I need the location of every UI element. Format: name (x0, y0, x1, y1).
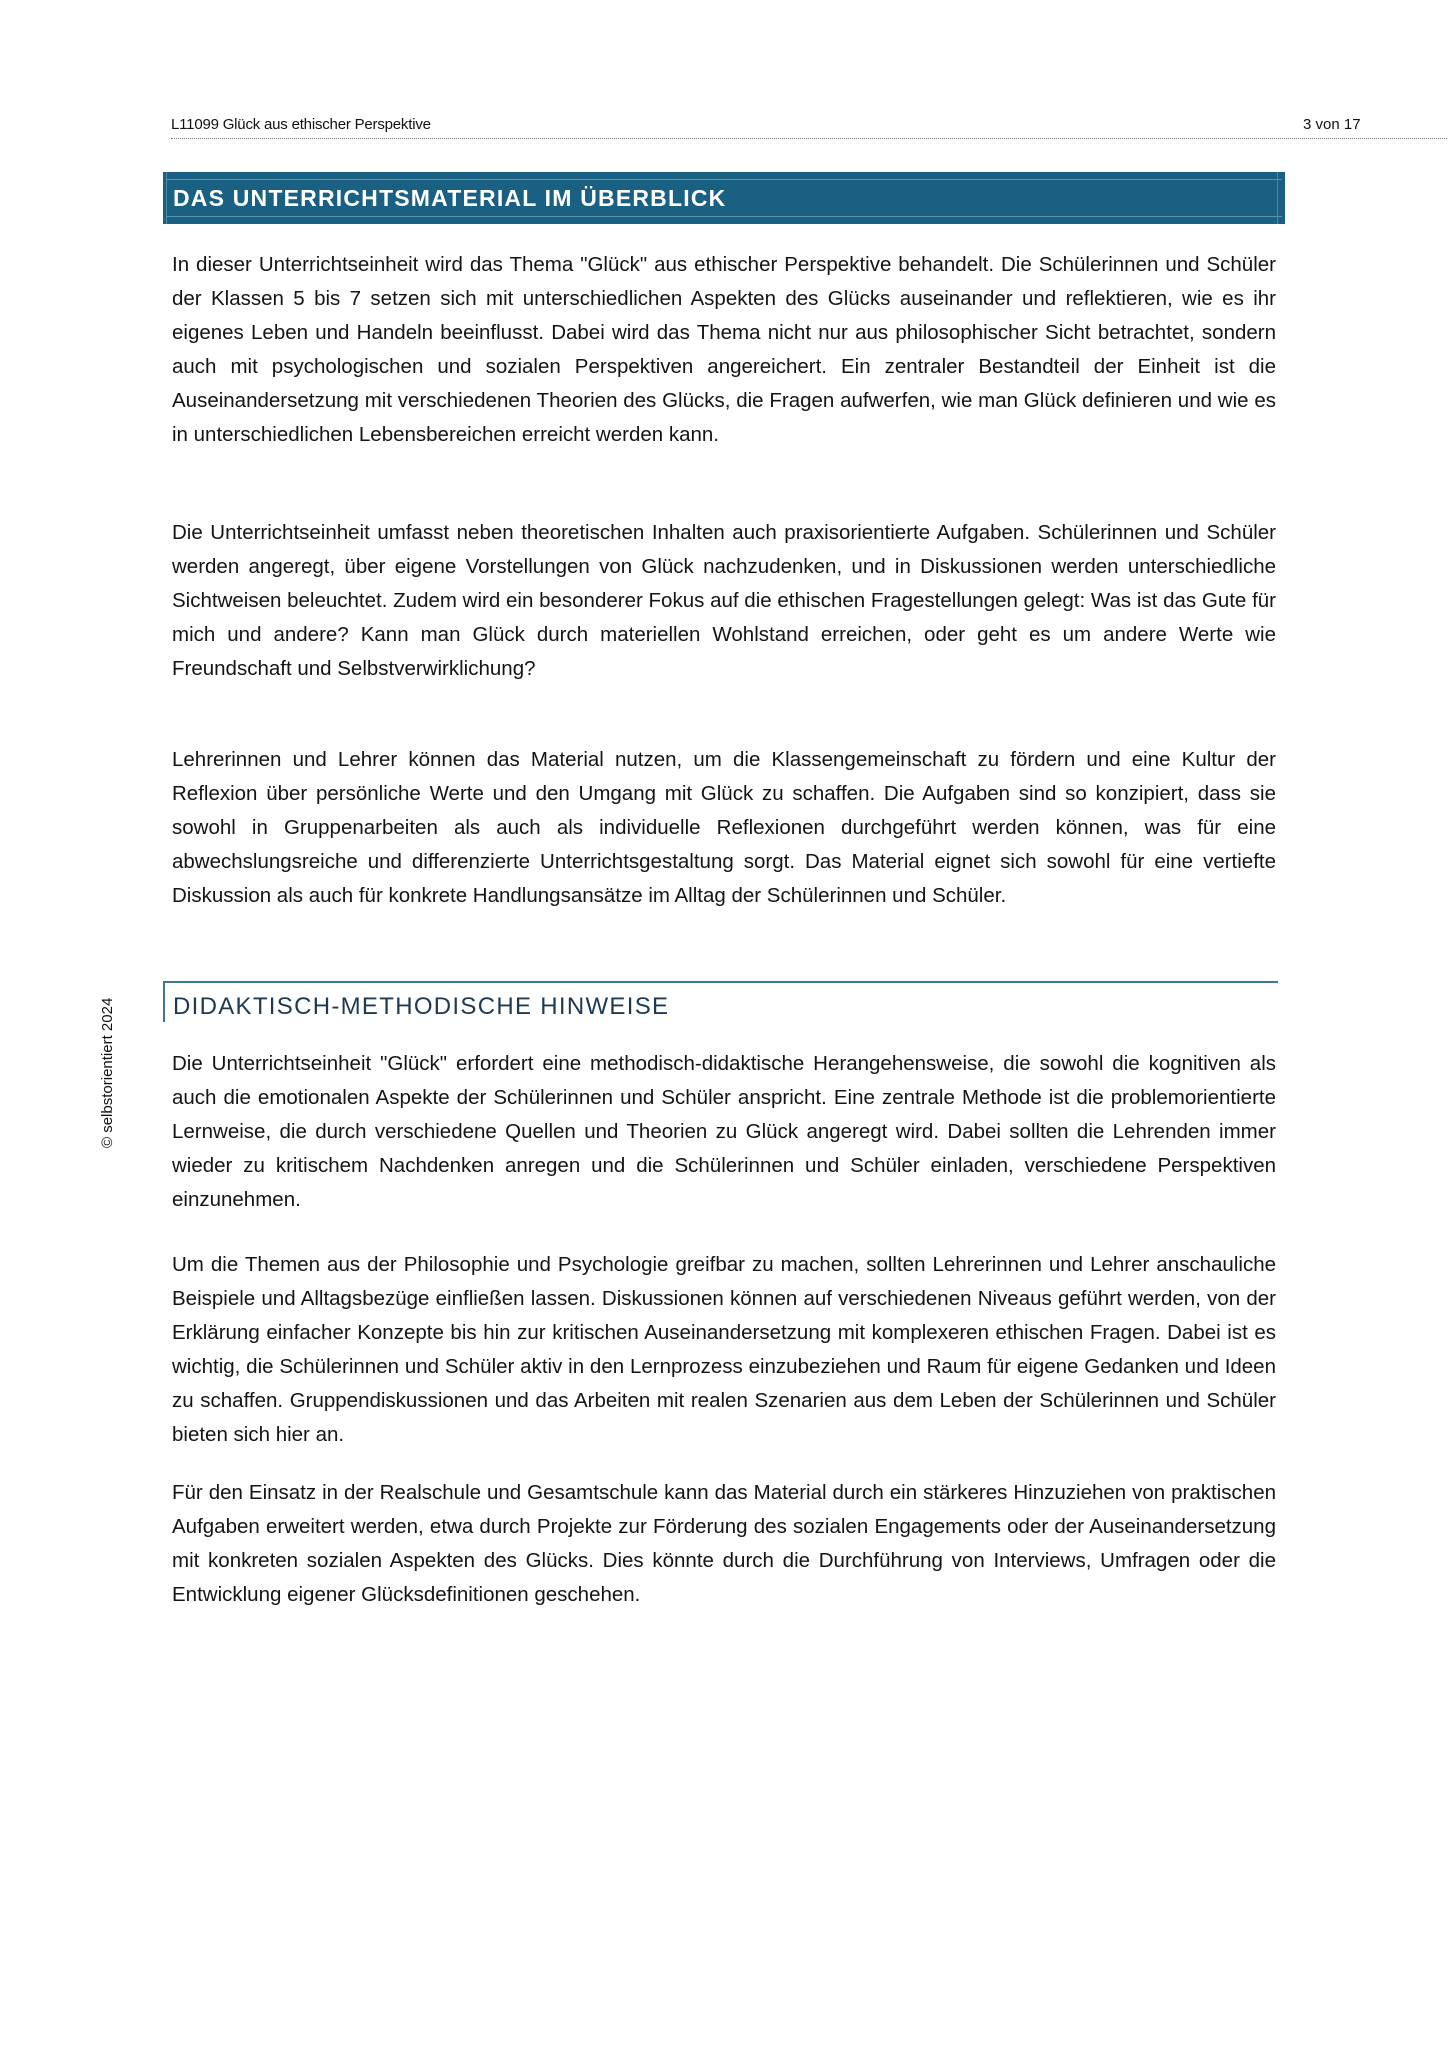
section-title-didactic: DIDAKTISCH-METHODISCHE HINWEISE (173, 993, 670, 1020)
section-title-overview: DAS UNTERRICHTSMATERIAL IM ÜBERBLICK (173, 185, 727, 211)
page-number: 3 von 17 (1303, 116, 1361, 133)
paragraph: In dieser Unterrichtseinheit wird das Thema "Glück" aus ethischer Perspektive behandelt. Die Schülerinnen und Schüler der Klassen 5 bis 7 setzen sich mit unterschiedlichen Aspekten des Glücks auseinander und reflektieren, wie es ihr eigenes Leben und Handeln beeinflusst. Dabei wird das Thema nicht nur aus philosophischer Sicht betrachtet, sondern auch mit psychologischen und sozialen Perspektiven angereichert. Ein zentraler Bestandteil der Einheit ist die Auseinandersetzung mit verschiedenen Theorien des Glücks, die Fragen aufwerfen, wie man Glück definieren und wie es in unterschiedlichen Lebensbereichen erreicht werden kann. (172, 253, 1276, 446)
paragraph: Lehrerinnen und Lehrer können das Material nutzen, um die Klassengemeinschaft zu fördern und eine Kultur der Reflexion über persönliche Werte und den Umgang mit Glück zu schaffen. Die Aufgaben sind so konzipiert, dass sie sowohl in Gruppenarbeiten als auch als individuelle Reflexionen durchgeführt werden können, was für eine abwechslungsreiche und differenzierte Unterrichtsgestaltung sorgt. Das Material eignet sich sowohl für eine vertiefte Diskussion als auch für konkrete Handlungsansätze im Alltag der Schülerinnen und Schüler. (172, 748, 1276, 907)
paragraph: Die Unterrichtseinheit umfasst neben theoretischen Inhalten auch praxisorientierte Aufgaben. Schülerinnen und Schüler werden angeregt, über eigene Vorstellungen von Glück nachzudenken, und in Diskussionen werden unterschiedliche Sichtweisen beleuchtet. Zudem wird ein besonderer Fokus auf die ethischen Fragestellungen gelegt: Was ist das Gute für mich und andere? Kann man Glück durch materiellen Wohlstand erreichen, oder geht es um andere Werte wie Freundschaft und Selbstverwirklichung? (172, 521, 1276, 680)
page-header (171, 114, 1447, 139)
paragraph: Die Unterrichtseinheit "Glück" erfordert eine methodisch-didaktische Herangehensweise, die sowohl die kognitiven als auch die emotionalen Aspekte der Schülerinnen und Schüler anspricht. Eine zentrale Methode ist die problemorientierte Lernweise, die durch verschiedene Quellen und Theorien zu Glück angeregt wird. Dabei sollten die Lehrenden immer wieder zu kritischem Nachdenken anregen und die Schülerinnen und Schüler einladen, verschiedene Perspektiven einzunehmen. (172, 1052, 1276, 1211)
paragraph: Für den Einsatz in der Realschule und Gesamtschule kann das Material durch ein stärkeres Hinzuziehen von praktischen Aufgaben erweitert werden, etwa durch Projekte zur Förderung des sozialen Engagements oder der Auseinandersetzung mit konkreten sozialen Aspekten des Glücks. Dies könnte durch die Durchführung von Interviews, Umfragen oder die Entwicklung eigener Glücksdefinitionen geschehen. (172, 1481, 1276, 1606)
section-banner-overview (163, 172, 1285, 224)
document-title: L11099 Glück aus ethischer Perspektive (171, 116, 431, 133)
paragraph: Um die Themen aus der Philosophie und Psychologie greifbar zu machen, sollten Lehrerinnen und Lehrer anschauliche Beispiele und Alltagsbezüge einfließen lassen. Diskussionen können auf verschiedenen Niveaus geführt werden, von der Erklärung einfacher Konzepte bis hin zur kritischen Auseinandersetzung mit komplexeren ethischen Fragen. Dabei ist es wichtig, die Schülerinnen und Schüler aktiv in den Lernprozess einzubeziehen und Raum für eigene Gedanken und Ideen zu schaffen. Gruppendiskussionen und das Arbeiten mit realen Szenarien aus dem Leben der Schülerinnen und Schüler bieten sich hier an. (172, 1253, 1276, 1446)
copyright-notice: © selbstorientiert 2024 (99, 997, 116, 1148)
section-heading-didactic (163, 981, 1278, 1022)
